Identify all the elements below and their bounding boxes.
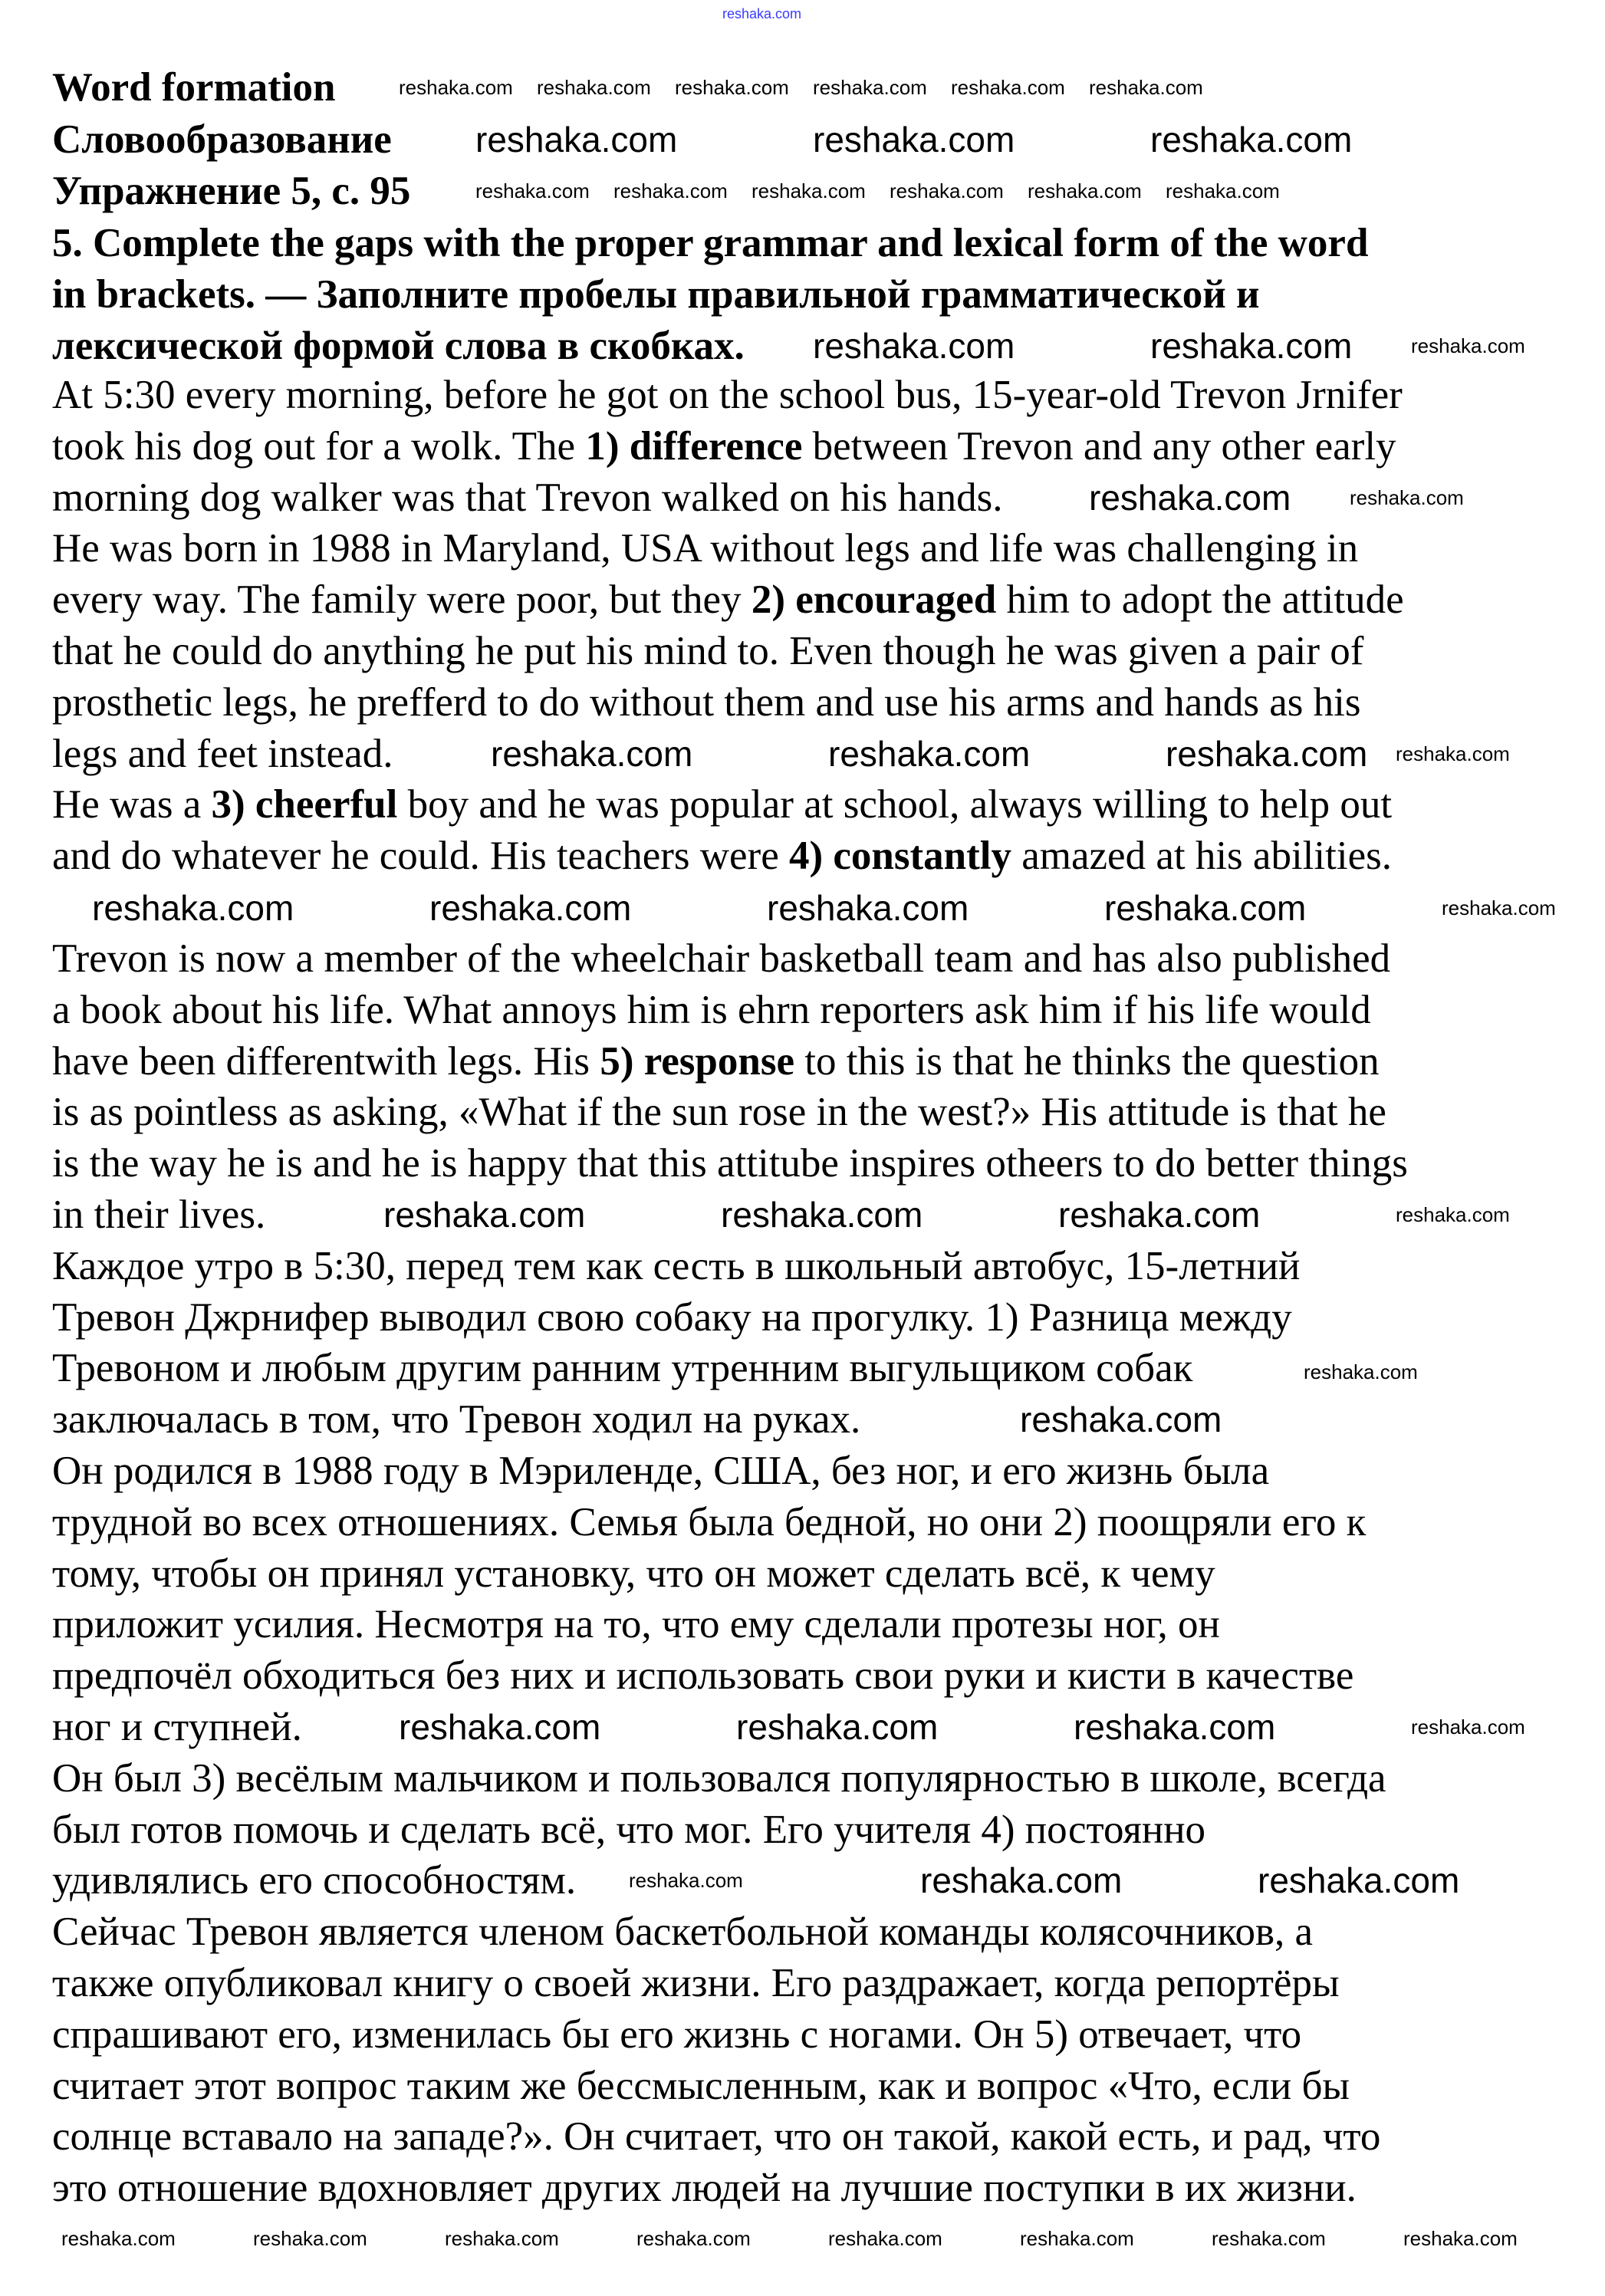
text-line: приложит усилия. Несмотря на то, что ему сделали протезы ног, он <box>52 1602 1220 1647</box>
text-line: заключалась в том, что Тревон ходил на руках. <box>52 1397 861 1442</box>
text-line: Каждое утро в 5:30, перед тем как сесть в школьный автобус, 15-летний <box>52 1243 1301 1288</box>
answer-word: 2) encouraged <box>751 577 997 623</box>
watermark: reshaka.com <box>629 1869 743 1892</box>
text-line: также опубликовал книгу о своей жизни. Его раздражает, когда репортёры <box>52 1961 1340 2005</box>
watermark: reshaka.com <box>1074 1707 1276 1747</box>
watermark: reshaka.com <box>890 179 1004 202</box>
watermark: reshaka.com <box>1104 888 1307 928</box>
watermark: reshaka.com <box>253 2227 367 2250</box>
exercise-heading: Упражнение 5, с. 95 <box>52 169 411 213</box>
text-line: Он был 3) весёлым мальчиком и пользовался популярностью в школе, всегда <box>52 1755 1386 1801</box>
watermark: reshaka.com <box>92 888 294 928</box>
watermark: reshaka.com <box>1089 76 1203 99</box>
text-line: every way. The family were poor, but they 2) encouraged him to adopt the attitude <box>52 577 1404 623</box>
watermark: reshaka.com <box>1411 334 1525 357</box>
watermark: reshaka.com <box>736 1707 939 1747</box>
watermark: reshaka.com <box>613 179 728 202</box>
text-line: and do whatever he could. His teachers were 4) constantly amazed at his abilities. <box>52 834 1392 879</box>
text-line: Сейчас Тревон является членом баскетбольной команды колясочников, а <box>52 1909 1314 1955</box>
watermark: reshaka.com <box>1058 1195 1261 1235</box>
watermark: reshaka.com <box>1258 1860 1460 1900</box>
watermark: reshaka.com <box>721 1195 923 1235</box>
text-line: took his dog out for a wolk. The 1) difference between Trevon and any other early <box>52 423 1396 469</box>
watermark: reshaka.com <box>491 734 693 774</box>
text-line: предпочёл обходиться без них и использовать свои руки и кисти в качестве <box>52 1653 1354 1699</box>
watermark: reshaka.com <box>813 76 927 99</box>
text-line: ног и ступней. <box>52 1705 302 1749</box>
watermark: reshaka.com <box>1166 179 1280 202</box>
watermark: reshaka.com <box>1212 2227 1326 2250</box>
title-english: Word formation <box>52 65 336 110</box>
watermark: reshaka.com <box>1089 478 1291 518</box>
text-line: был готов помочь и сделать всё, что мог. Его учителя 4) постоянно <box>52 1807 1206 1852</box>
watermark: reshaka.com <box>920 1860 1123 1900</box>
watermark: reshaka.com <box>399 1707 601 1747</box>
watermark: reshaka.com <box>813 120 1015 160</box>
watermark: reshaka.com <box>1150 120 1353 160</box>
text-line: спрашивают его, изменилась бы его жизнь с ногами. Он 5) отвечает, что <box>52 2011 1302 2057</box>
text-line: Тревоном и любым другим ранним утренним выгульщиком собак <box>52 1346 1193 1391</box>
instruction-line: in brackets. — Заполните пробелы правильной грамматической и <box>52 272 1260 317</box>
text-line: that he could do anything he put his mind to. Even though he was given a pair of <box>52 629 1364 673</box>
text-line: a book about his life. What annoys him is ehrn reporters ask him if his life would <box>52 987 1371 1032</box>
watermark: reshaka.com <box>767 888 969 928</box>
watermark: reshaka.com <box>1396 1203 1510 1226</box>
text-line: in their lives. <box>52 1192 266 1237</box>
text-line: Trevon is now a member of the wheelchair basketball team and has also published <box>52 936 1391 981</box>
watermark: reshaka.com <box>1304 1360 1418 1383</box>
watermark: reshaka.com <box>1442 896 1556 919</box>
text-line: солнце вставало на западе?». Он считает, что он такой, какой есть, и рад, что <box>52 2114 1381 2159</box>
text-line: is as pointless as asking, «What if the sun rose in the west?» His attitude is that he <box>52 1090 1386 1135</box>
watermark: reshaka.com <box>828 2227 942 2250</box>
instruction-line: лексической формой слова в скобках. <box>52 324 745 368</box>
watermark: reshaka.com <box>1020 2227 1134 2250</box>
text-line: He was born in 1988 in Maryland, USA without legs and life was challenging in <box>52 526 1359 571</box>
watermark: reshaka.com <box>1403 2227 1518 2250</box>
watermark: reshaka.com <box>475 120 678 160</box>
watermark: reshaka.com <box>429 888 632 928</box>
text-line: legs and feet instead. <box>52 731 393 776</box>
watermark: reshaka.com <box>675 76 789 99</box>
title-russian: Словообразование <box>52 117 392 162</box>
watermark: reshaka.com <box>1396 742 1510 765</box>
watermark: reshaka.com <box>445 2227 559 2250</box>
text-line: morning dog walker was that Trevon walked on his hands. <box>52 475 1003 520</box>
text-line: have been differentwith legs. His 5) response to this is that he thinks the question <box>52 1038 1380 1084</box>
answer-word: 1) difference <box>585 423 803 469</box>
answer-word: 4) constantly <box>788 834 1011 879</box>
watermark: reshaka.com <box>1150 326 1353 366</box>
watermark: reshaka.com <box>61 2227 176 2250</box>
watermark: reshaka.com <box>383 1195 586 1235</box>
instruction-line: 5. Complete the gaps with the proper grammar and lexical form of the word <box>52 221 1369 265</box>
text-line: тому, чтобы он принял установку, что он может сделать всё, к чему <box>52 1551 1215 1596</box>
answer-word: 5) response <box>600 1038 795 1084</box>
text-line: He was a 3) cheerful boy and he was popular at school, always willing to help out <box>52 782 1393 827</box>
watermark: reshaka.com <box>1020 1400 1222 1439</box>
text-line: трудной во всех отношениях. Семья была бедной, но они 2) поощряли его к <box>52 1499 1367 1544</box>
watermark: reshaka.com <box>1350 486 1464 509</box>
text-line: At 5:30 every morning, before he got on the school bus, 15-year-old Trevon Jrnifer <box>52 373 1403 417</box>
watermark: reshaka.com <box>399 76 513 99</box>
watermark: reshaka.com <box>475 179 590 202</box>
watermark: reshaka.com <box>537 76 651 99</box>
watermark: reshaka.com <box>951 76 1065 99</box>
watermark: reshaka.com <box>636 2227 751 2250</box>
text-line: Тревон Джрнифер выводил свою собаку на прогулку. 1) Разница между <box>52 1294 1292 1340</box>
text-line: это отношение вдохновляет других людей на лучшие поступки в их жизни. <box>52 2166 1357 2211</box>
watermark: reshaka.com <box>1166 734 1368 774</box>
watermark: reshaka.com <box>813 326 1015 366</box>
text-line: удивлялись его способностям. <box>52 1858 577 1903</box>
watermark: reshaka.com <box>752 179 866 202</box>
watermark: reshaka.com <box>1411 1715 1525 1738</box>
watermark: reshaka.com <box>722 6 802 21</box>
text-line: is the way he is and he is happy that this attitube inspires otheers to do better things <box>52 1141 1408 1186</box>
watermark: reshaka.com <box>828 734 1031 774</box>
text-line: Он родился в 1988 году в Мэриленде, США, без ног, и его жизнь была <box>52 1449 1270 1493</box>
watermark: reshaka.com <box>1028 179 1142 202</box>
text-line: считает этот вопрос таким же бессмысленным, как и вопрос «Что, если бы <box>52 2063 1350 2108</box>
text-line: prosthetic legs, he prefferd to do without them and use his arms and hands as his <box>52 679 1361 725</box>
answer-word: 3) cheerful <box>211 782 398 827</box>
